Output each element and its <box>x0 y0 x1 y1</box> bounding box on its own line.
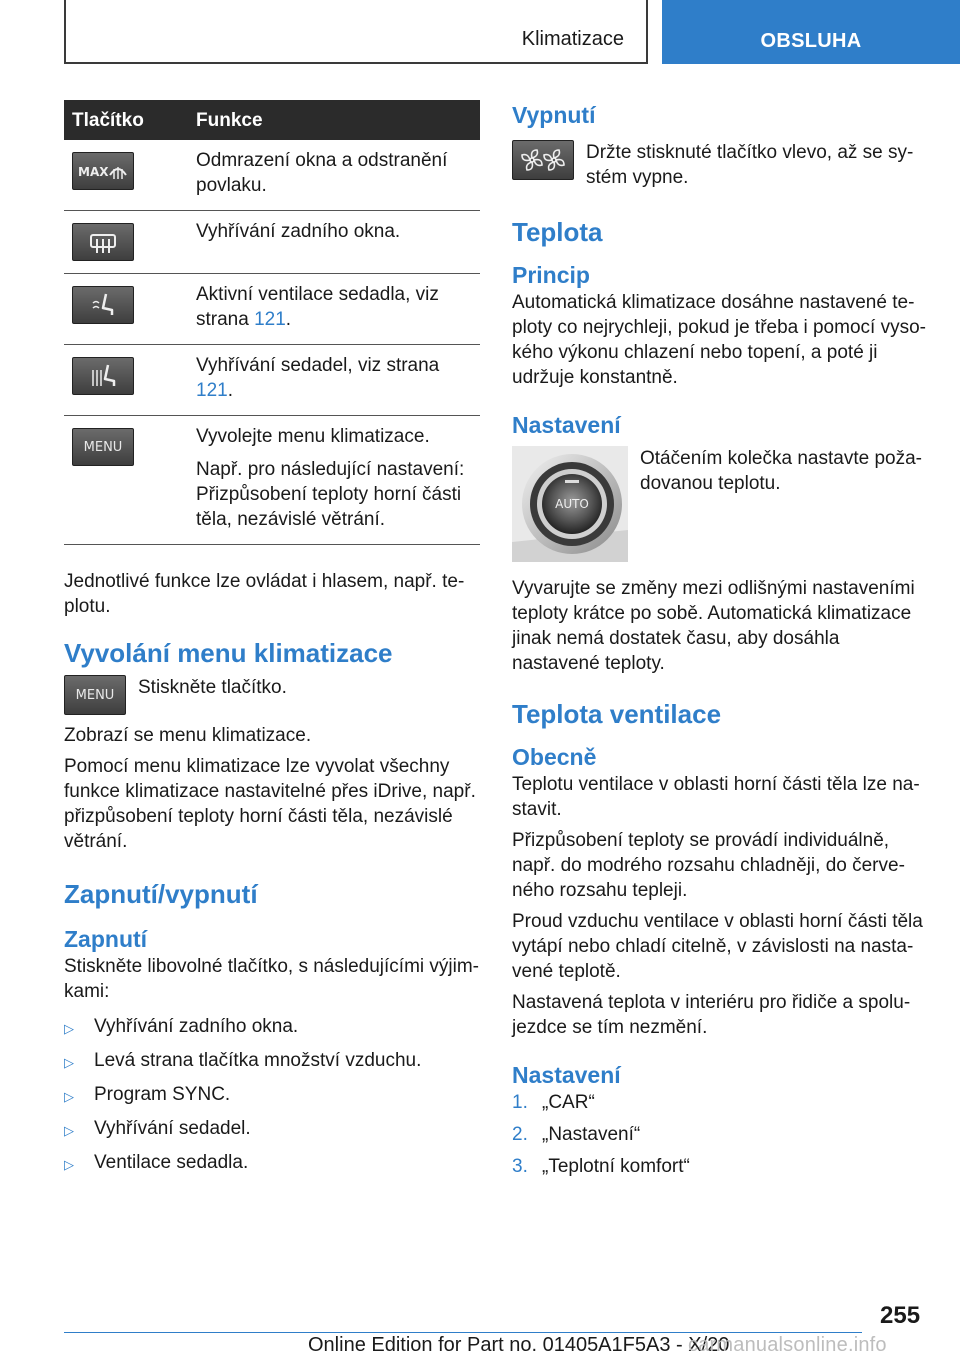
menu-instruction <box>64 675 480 715</box>
header-section-title: Klimatizace <box>521 28 624 50</box>
principle-heading: Princip <box>512 262 590 288</box>
table-cell-function: Vyvolejte menu klimatizace. <box>196 426 430 447</box>
knob-auto-label: AUTO <box>555 497 589 511</box>
seat-heating-icon <box>72 357 134 395</box>
rear-window-heating-icon <box>72 223 134 261</box>
avoid-change-text: Vyvarujte se změny mezi odlišnými nastaveními teploty krátce po sobě. Automatická klimatizace jinak nemá dostatek času, aby dosáhla nastavené teploty. <box>512 578 915 674</box>
page-reference-link[interactable]: 121 <box>254 309 286 330</box>
on-text: Stiskněte libovolné tlačítko, s následujícími výjimkami: <box>64 956 479 1002</box>
footer-edition: Online Edition for Part no. 01405A1F5A3 - X/20 <box>308 1334 730 1356</box>
menu-button-icon: MENU <box>64 675 126 715</box>
list-item: 1. „CAR“ <box>512 1092 595 1113</box>
general-heading: Obecně <box>512 744 597 770</box>
table-cell-function: Vyhřívání sedadel, viz strana 121. <box>196 355 440 401</box>
triangle-bullet-icon: ▷ <box>64 1021 74 1036</box>
onoff-heading: Zapnutí/vypnutí <box>64 879 258 909</box>
list-item: ▷ Ventilace sedadla. <box>64 1150 480 1177</box>
menu-shown-text: Zobrazí se menu klimatizace. <box>64 725 312 746</box>
voice-control-note: Jednotlivé funkce lze ovládat i hlasem, např. teplotu. <box>64 571 465 617</box>
menu-press-text: Stiskněte tlačítko. <box>138 677 287 698</box>
triangle-bullet-icon: ▷ <box>64 1055 74 1070</box>
table-cell-function-detail: Např. pro následující nastavení: Přizpůsobení teploty horní části těla, nezávislé větrání. <box>196 459 465 530</box>
list-item: 2. „Nastavení“ <box>512 1124 641 1145</box>
svg-text:MAX: MAX <box>78 165 109 179</box>
table-cell-function: Vyhřívání zadního okna. <box>196 221 401 242</box>
general-text-4: Nastavená teplota v interiéru pro řidiče a spolujezdce se tím nezmění. <box>512 992 911 1038</box>
watermark: carmanualsonline.info <box>688 1334 887 1356</box>
page-reference-link[interactable]: 121 <box>196 380 228 401</box>
footer-divider <box>64 1332 862 1333</box>
triangle-bullet-icon: ▷ <box>64 1089 74 1104</box>
list-item: ▷ Levá strana tlačítka množství vzduchu. <box>64 1048 480 1075</box>
off-text: Držte stisknuté tlačítko vlevo, až se systém vypne. <box>586 142 914 188</box>
table-row <box>64 140 480 211</box>
header-section-area <box>64 0 638 64</box>
principle-text: Automatická klimatizace dosáhne nastavené teploty co nejrychleji, pokud je třeba i pomocí vysokého výkonu chlazení nebo topení, a poté ji udržuje konstantně. <box>512 292 926 388</box>
table-cell-function: Aktivní ventilace sedadla, viz strana 121. <box>196 284 439 330</box>
table-cell-function: Odmrazení okna a odstranění povlaku. <box>196 150 448 196</box>
off-heading: Vypnutí <box>512 102 596 128</box>
general-text-2: Přizpůsobení teploty se provádí individuálně, např. do modrého rozsahu chladněji, do červeného rozsahu tepleji. <box>512 830 905 901</box>
table-header-function: Funkce <box>188 100 480 140</box>
menu-description: Pomocí menu klimatizace lze vyvolat všechny funkce klimatizace nastavitelné přes iDrive, např. přizpůsobení teploty horní části těla, nezávislé větrání. <box>64 756 476 852</box>
triangle-bullet-icon: ▷ <box>64 1157 74 1172</box>
page-number: 255 <box>880 1302 921 1329</box>
setting-heading: Nastavení <box>512 412 621 438</box>
general-text-3: Proud vzduchu ventilace v oblasti horní části těla vytápí nebo chladí citelně, v závislosti na nastavené teplotě. <box>512 911 923 982</box>
list-item: ▷ Program SYNC. <box>64 1082 480 1109</box>
table-row <box>64 211 480 274</box>
triangle-bullet-icon: ▷ <box>64 1123 74 1138</box>
exceptions-list <box>64 1014 480 1177</box>
menu-button-icon: MENU <box>72 428 134 466</box>
list-item: ▷ Vyhřívání sedadel. <box>64 1116 480 1143</box>
seat-ventilation-icon <box>72 286 134 324</box>
right-column <box>512 100 928 1186</box>
list-item: ▷ Vyhřívání zadního okna. <box>64 1014 480 1041</box>
header-chapter-tab: OBSLUHA <box>662 0 960 64</box>
setting-text: Otáčením kolečka nastavte požadovanou teplotu. <box>640 448 922 494</box>
table-header-row <box>64 100 480 140</box>
setting2-heading: Nastavení <box>512 1062 621 1088</box>
table-row <box>64 274 480 345</box>
list-item: 3. „Teplotní komfort“ <box>512 1156 690 1177</box>
table-row <box>64 416 480 545</box>
function-table <box>64 100 480 545</box>
table-row <box>64 345 480 416</box>
temperature-heading: Teplota <box>512 217 603 247</box>
fan-off-icon <box>512 140 574 180</box>
vent-temperature-heading: Teplota ventilace <box>512 699 722 729</box>
table-header-button: Tlačítko <box>64 100 188 140</box>
setting-instruction <box>512 446 928 562</box>
menu-heading: Vyvolání menu klimatizace <box>64 638 393 668</box>
steps-list <box>512 1090 928 1179</box>
off-instruction <box>512 140 928 196</box>
on-heading: Zapnutí <box>64 926 148 952</box>
general-text-1: Teplotu ventilace v oblasti horní části těla lze nastavit. <box>512 774 920 820</box>
left-column <box>64 100 480 1184</box>
max-defrost-icon <box>72 152 134 190</box>
temperature-knob-image <box>512 446 628 562</box>
